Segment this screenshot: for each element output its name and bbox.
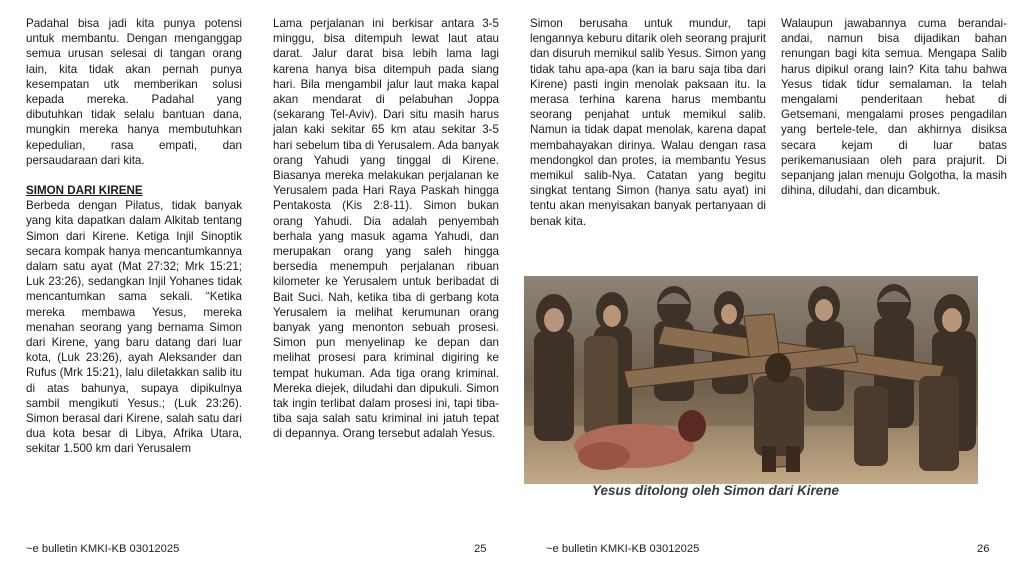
paragraph: Berbeda dengan Pilatus, tidak banyak yang kita dapatkan dalam Alkitab tentang Simon dari Kirene. Ketiga Injil Sinoptik secara kompak hanya mencantumkannya dalam satu ayat (Mat 27:32; Mrk 15:21; Luk 23:26), sedangkan Injil Yohanes tidak mencantumkan sama sekali. “Ketika mereka membawa Yesus, mereka menahan seorang yang bernama Simon dari Kirene, yang baru datang dari luar kota, (Luk 23:26), ayah Aleksander dan Rufus (Mrk 15:21), lalu diletakkan salib itu di atas bahunya, supaya dipikulnya sambil mengikuti Yesus.; (Luk 23:26). Simon berasal dari Kirene, salah satu dari dua kota besar di Libya, Afrika Utara, sekitar 1.500 km dari Yerusalem bbox=[26, 199, 242, 456]
paragraph: Lama perjalanan ini berkisar antara 3-5 minggu, bisa ditempuh lewat laut atau darat. Jalur darat bisa lebih lama lagi karena hanya bisa ditempuh pada siang hari. Bila mengambil jalur laut maka kapal akan mendarat di pelabuhan Joppa (sekarang Tel-Aviv). Dari situ masih harus jalan kaki sekitar 65 km atau sekitar 3-5 hari sebelum tiba di Yerusalem. Ada banyak orang Yahudi yang tinggal di Kirene. Biasanya mereka melakukan perjalanan ke Yerusalem pada Hari Raya Paskah hingga Pentakosta (Kis 2:8-11). Simon bukan orang Yahudi. Dia adalah penyembah berhala yang masuk agama Yahudi, dan merupakan orang yang saleh hingga bersedia menempuh perjalanan ribuan kilometer ke Yerusalem untuk beribadat di Bait Suci. Nah, ketika tiba di gerbang kota Yerusalem ia melihat kerumunan orang banyak yang menonton sebuah prosesi. Simon pun menyelinap ke depan dan melihat prosesi para kriminal digiring ke tempat hukuman. Ada tiga orang kriminal. Mereka diejek, diludahi dan dipukuli. Simon tak ingin terlibat dalam prosesi ini, tapi tiba-tiba saja salah satu kriminal ini jatuh tepat di depannya. Orang tersebut adalah Yesus. bbox=[273, 17, 499, 441]
page-number-right: 26 bbox=[977, 543, 990, 555]
column-3 bbox=[530, 16, 766, 229]
paragraph: Padahal bisa jadi kita punya potensi untuk membantu. Dengan menganggap semua urusan selesai di tangan orang lain, kita tidak akan pernah punya kesempatan utk memberikan solusi kepada mereka. Padahal yang dibutuhkan tidak selalu bantuan dana, mungkin mereka hanya membutuhkan kepedulian, rasa empati, dan persaudaraan dari kita. bbox=[26, 17, 242, 167]
page-number-left: 25 bbox=[474, 543, 487, 555]
footer-left: ~e bulletin KMKI-KB 03012025 bbox=[26, 543, 180, 555]
paragraph: Walaupun jawabannya cuma berandai-andai, namun bisa dijadikan bahan renungan bagi kita semua. Mengapa Salib harus dipikul orang lain? Kita tahu bahwa Yesus tidak tidur semalaman. Ia telah mengalami penderitaan hebat di Getsemani, mengalami proses pengadilan yang bertele-tele, dan akhirnya disiksa secara kejam di luar batas perikemanusiaan oleh para prajurit. Di sepanjang jalan menuju Golgotha, Ia masih dihina, diludahi, dan dicambuk. bbox=[781, 17, 1007, 198]
column-2 bbox=[273, 16, 499, 442]
column-4 bbox=[781, 16, 1007, 198]
image-caption: Yesus ditolong oleh Simon dari Kirene bbox=[592, 483, 840, 498]
section-heading: SIMON DARI KIRENE bbox=[26, 184, 143, 198]
paragraph: Simon berusaha untuk mundur, tapi lengannya keburu ditarik oleh seorang prajurit dan disuruh memikul salib Yesus. Simon yang tidak tahu apa-apa (kan ia baru saja tiba dari Kirene) pasti ingin menolak paksaan itu. Ia merasa terhina karena harus membantu seorang penjahat untuk memikul salib. Namun ia tidak dapat menolak, karena dapat membahayakan dirinya. Walau dengan rasa mendongkol dan protes, ia membantu Yesus memikul salib-Nya. Catatan yang begitu singkat tentang Simon (hanya satu ayat) ini tentu akan menyisakan banyak pertanyaan di benak kita. bbox=[530, 17, 766, 228]
cross-carrying-scene-image bbox=[524, 276, 978, 484]
footer-right: ~e bulletin KMKI-KB 03012025 bbox=[546, 543, 700, 555]
column-1 bbox=[26, 16, 242, 457]
illustration-photo bbox=[524, 276, 978, 484]
